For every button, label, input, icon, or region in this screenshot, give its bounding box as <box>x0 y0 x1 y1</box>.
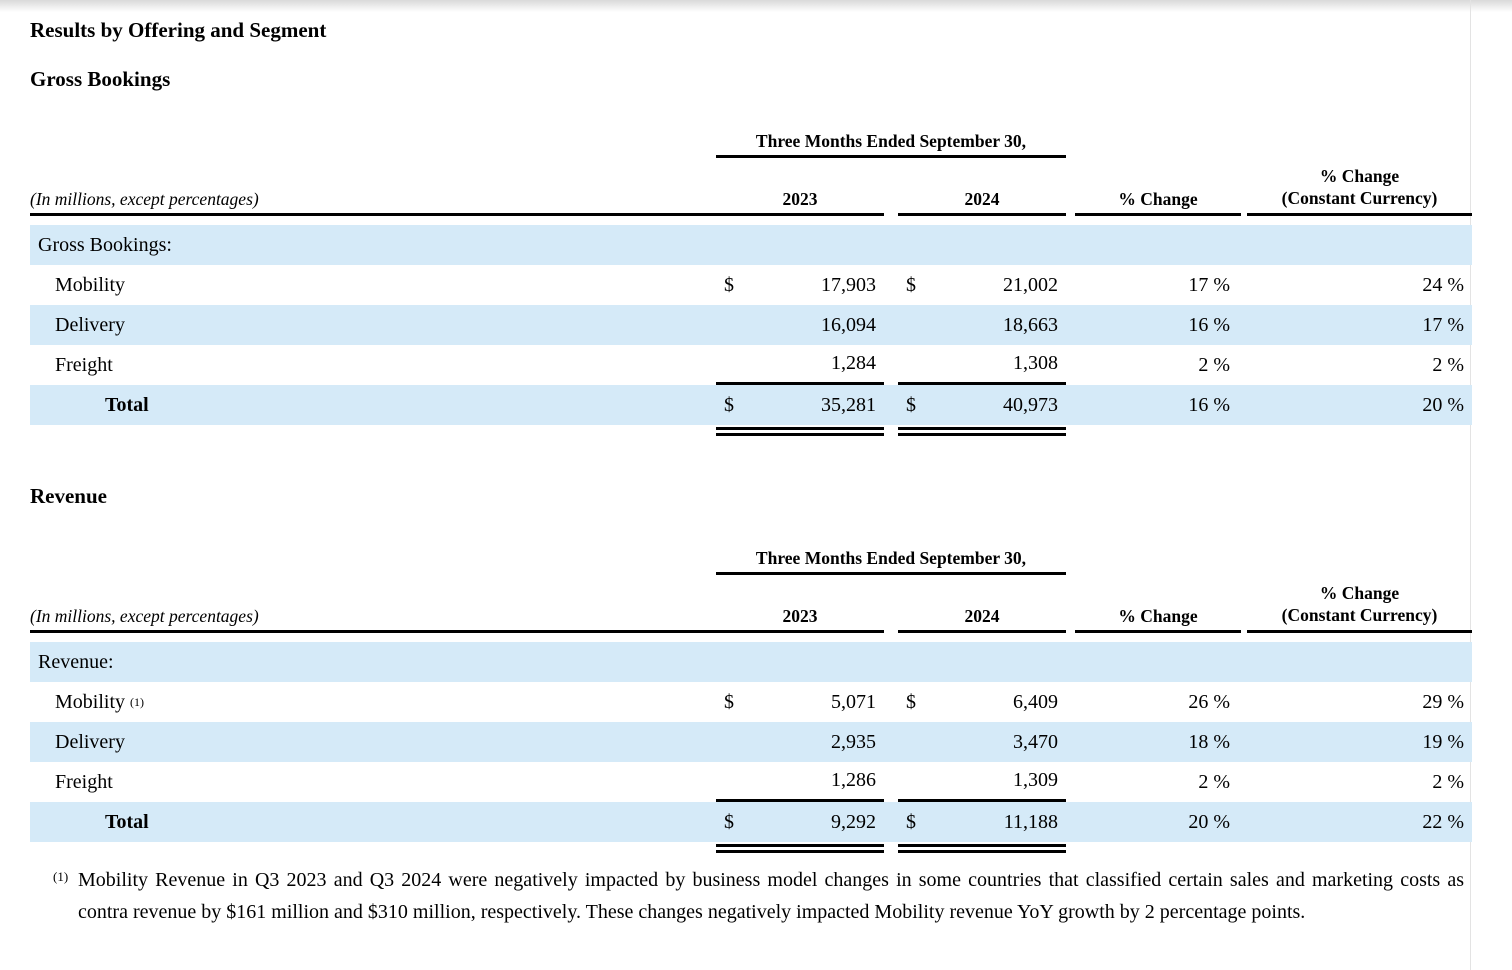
footnote-text: Mobility Revenue in Q3 2023 and Q3 2024 were negatively impacted by business model changes in some countries that classified certain sales and marketing costs as contra revenue by $161 million and $310 million, respectively. These changes negatively impacted Mobility revenue YoY growth by 2 percentage points. <box>78 869 1464 923</box>
pct-change: 2 % <box>1198 770 1230 793</box>
dollar-sign: $ <box>724 690 734 713</box>
pct-change: 2 % <box>1198 353 1230 376</box>
row-label-text: Mobility <box>55 690 126 713</box>
pct-change: 17 % <box>1188 273 1230 296</box>
double-rule-2024 <box>898 844 1066 853</box>
table-column-header-row <box>30 576 1472 633</box>
column-header-pct-change: % Change <box>1075 576 1241 633</box>
cc-header-line1: % Change <box>1319 583 1400 604</box>
pct-change-cc: 2 % <box>1432 770 1464 793</box>
units-note: (In millions, except percentages) <box>30 159 716 216</box>
period-header: Three Months Ended September 30, <box>716 543 1066 575</box>
pct-change-cc: 19 % <box>1422 730 1464 753</box>
pct-change-cc: 2 % <box>1432 353 1464 376</box>
pct-change-cc: 20 % <box>1422 393 1464 416</box>
double-rule-2023 <box>716 844 884 853</box>
value-2024 <box>898 265 1066 305</box>
section-title-gross-bookings: Gross Bookings <box>30 67 171 91</box>
revenue-table <box>30 543 1472 856</box>
pct-change: 20 % <box>1188 810 1230 833</box>
table-row-delivery <box>30 722 1472 762</box>
pct-change-cc: 17 % <box>1422 313 1464 336</box>
column-header-pct-change: % Change <box>1075 159 1241 216</box>
group-row-revenue <box>30 642 1472 682</box>
pct-change: 26 % <box>1188 690 1230 713</box>
header-gap <box>30 216 1472 225</box>
pct-change: 16 % <box>1188 313 1230 336</box>
dollar-sign: $ <box>724 810 734 833</box>
row-label: Mobility (1) <box>55 690 145 713</box>
value-2024 <box>898 345 1066 385</box>
amount: 40,973 <box>1003 393 1058 416</box>
double-rule-2024 <box>898 427 1066 436</box>
table-row-delivery <box>30 305 1472 345</box>
footnote-marker: (1) <box>53 869 69 884</box>
group-label: Gross Bookings: <box>38 233 172 256</box>
units-note: (In millions, except percentages) <box>30 576 716 633</box>
table-row-freight <box>30 762 1472 802</box>
cc-header-line2: (Constant Currency) <box>1281 605 1438 626</box>
table-row-total <box>30 385 1472 425</box>
amount: 1,286 <box>831 769 876 791</box>
amount: 17,903 <box>821 273 876 296</box>
section-title-revenue: Revenue <box>30 484 107 508</box>
page-title: Results by Offering and Segment <box>30 18 327 42</box>
value-2023 <box>716 305 884 345</box>
amount: 1,308 <box>1013 352 1058 374</box>
amount: 2,935 <box>831 730 876 753</box>
value-2023 <box>716 682 884 722</box>
amount: 18,663 <box>1003 313 1058 336</box>
table-period-header-row <box>30 126 1472 158</box>
value-2024 <box>898 762 1066 802</box>
dollar-sign: $ <box>724 273 734 296</box>
amount: 9,292 <box>831 810 876 833</box>
column-header-2024: 2024 <box>898 159 1066 216</box>
header-gap <box>30 633 1472 642</box>
dollar-sign: $ <box>906 810 916 833</box>
double-rule-2023 <box>716 427 884 436</box>
total-double-rule-row <box>30 842 1472 856</box>
dollar-sign: $ <box>724 393 734 416</box>
amount: 11,188 <box>1003 810 1058 833</box>
row-label: Freight <box>55 770 113 793</box>
footnote <box>30 865 1464 928</box>
amount: 35,281 <box>821 393 876 416</box>
amount: 3,470 <box>1013 730 1058 753</box>
value-2024 <box>898 305 1066 345</box>
value-2024 <box>898 385 1066 425</box>
table-row-mobility <box>30 682 1472 722</box>
amount: 21,002 <box>1003 273 1058 296</box>
period-header: Three Months Ended September 30, <box>716 126 1066 158</box>
amount: 6,409 <box>1013 690 1058 713</box>
column-header-pct-change-cc <box>1247 576 1472 633</box>
column-header-pct-change-cc <box>1247 159 1472 216</box>
pct-change-cc: 24 % <box>1422 273 1464 296</box>
value-2023 <box>716 385 884 425</box>
table-column-header-row <box>30 159 1472 216</box>
column-header-2024: 2024 <box>898 576 1066 633</box>
row-label: Freight <box>55 353 113 376</box>
row-label-total: Total <box>105 810 149 833</box>
cc-header-line2: (Constant Currency) <box>1281 188 1438 209</box>
dollar-sign: $ <box>906 273 916 296</box>
pct-change: 18 % <box>1188 730 1230 753</box>
group-row-gross-bookings <box>30 225 1472 265</box>
value-2023 <box>716 345 884 385</box>
table-row-freight <box>30 345 1472 385</box>
cc-header-line1: % Change <box>1319 166 1400 187</box>
gross-bookings-table <box>30 126 1472 439</box>
column-header-2023: 2023 <box>716 576 884 633</box>
value-2023 <box>716 802 884 842</box>
value-2024 <box>898 682 1066 722</box>
value-2024 <box>898 722 1066 762</box>
dollar-sign: $ <box>906 393 916 416</box>
table-row-mobility <box>30 265 1472 305</box>
value-2024 <box>898 802 1066 842</box>
total-double-rule-row <box>30 425 1472 439</box>
amount: 1,309 <box>1013 769 1058 791</box>
row-label: Delivery <box>55 730 125 753</box>
pct-change-cc: 22 % <box>1422 810 1464 833</box>
group-label: Revenue: <box>38 650 114 673</box>
amount: 5,071 <box>831 690 876 713</box>
row-label: Delivery <box>55 313 125 336</box>
value-2023 <box>716 265 884 305</box>
pct-change-cc: 29 % <box>1422 690 1464 713</box>
pct-change: 16 % <box>1188 393 1230 416</box>
table-row-total <box>30 802 1472 842</box>
dollar-sign: $ <box>906 690 916 713</box>
value-2023 <box>716 722 884 762</box>
row-label: Mobility <box>55 273 126 296</box>
column-header-2023: 2023 <box>716 159 884 216</box>
amount: 16,094 <box>821 313 876 336</box>
value-2023 <box>716 762 884 802</box>
amount: 1,284 <box>831 352 876 374</box>
row-label-total: Total <box>105 393 149 416</box>
table-period-header-row <box>30 543 1472 575</box>
